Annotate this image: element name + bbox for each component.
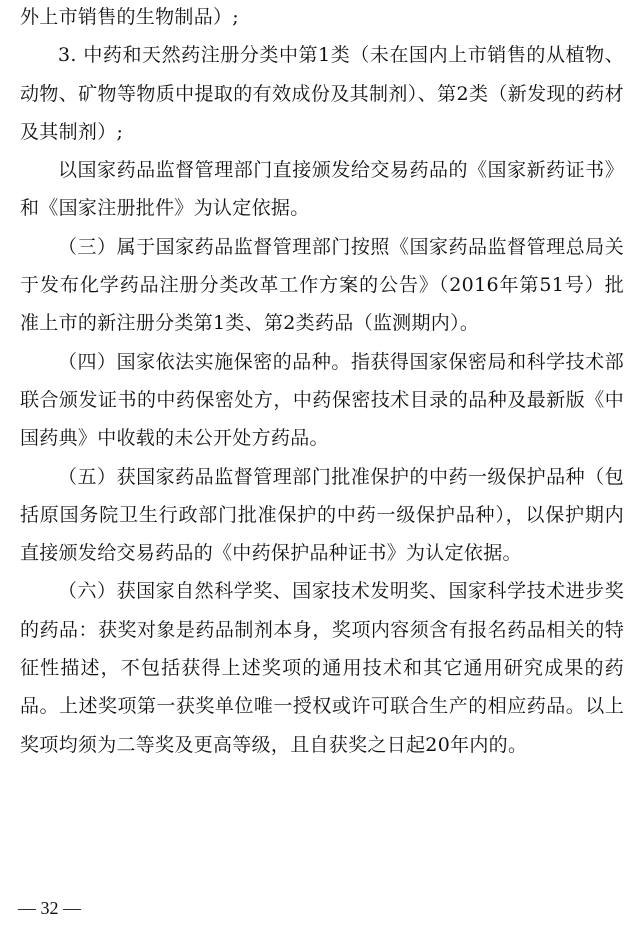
body-text	[20, 0, 624, 764]
paragraph-certification-basis: 以国家药品监督管理部门直接颁发给交易药品的《国家新药证书》和《国家注册批件》为认定依据。	[20, 159, 624, 220]
paragraph-section-5: （五）获国家药品监督管理部门批准保护的中药一级保护品种（包括原国务院卫生行政部门批准保护的中药一级保护品种），以保护期内直接颁发给交易药品的《中药保护品种证书》为认定依据。	[20, 465, 624, 565]
paragraph-section-4: （四）国家依法实施保密的品种。指获得国家保密局和科学技术部联合颁发证书的中药保密处方，中药保密技术目录的品种及最新版《中国药典》中收载的未公开处方药品。	[20, 350, 624, 450]
page-number: — 32 —	[18, 898, 81, 918]
paragraph-item-3: 3. 中药和天然药注册分类中第1类（未在国内上市销售的从植物、动物、矿物等物质中提取的有效成份及其制剂）、第2类（新发现的药材及其制剂）;	[20, 44, 624, 143]
paragraph-continuation: 外上市销售的生物制品）;	[20, 6, 240, 28]
paragraph-section-3: （三）属于国家药品监督管理部门按照《国家药品监督管理总局关于发布化学药品注册分类改革工作方案的公告》（2016年第51号）批准上市的新注册分类第1类、第2类药品（监测期内）。	[20, 235, 624, 335]
paragraph-section-6: （六）获国家自然科学奖、国家技术发明奖、国家科学技术进步奖的药品：获奖对象是药品制剂本身，奖项内容须含有报名药品相关的特征性描述，不包括获得上述奖项的通用技术和其它通用研究成果的药品。上述奖项第一获奖单位唯一授权或许可联合生产的相应药品。以上奖项均须为二等奖及更高等级，且自获奖之日起20年内的。	[20, 580, 624, 756]
